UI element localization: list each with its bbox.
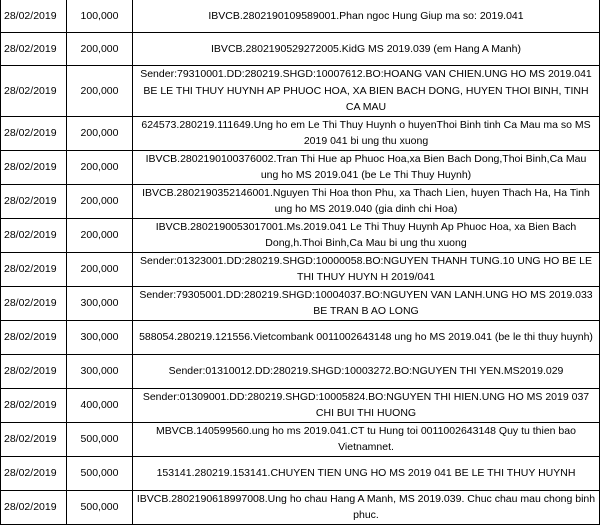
amount-cell: 200,000	[67, 116, 133, 150]
description-cell: IBVCB.2802190053017001.Ms.2019.041 Le Thi Thuy Huynh Ap Phuoc Hoa, xa Bien Bach Dong,h.Thoi Binh,Ca Mau bi ung thu xuong	[133, 218, 600, 252]
date-cell: 28/02/2019	[1, 286, 67, 320]
description-cell: MBVCB.140599560.ung ho ms 2019.041.CT tu Hung toi 0011002643148 Quy tu thien bao Vietnamnet.	[133, 422, 600, 456]
table-row	[1, 184, 600, 218]
amount-cell: 300,000	[67, 286, 133, 320]
amount-cell: 500,000	[67, 422, 133, 456]
amount-cell: 100,000	[67, 0, 133, 33]
date-cell: 28/02/2019	[1, 422, 67, 456]
table-row	[1, 320, 600, 354]
table-row	[1, 422, 600, 456]
table-body	[1, 0, 600, 524]
date-cell: 28/02/2019	[1, 354, 67, 388]
description-cell: Sender:79310001.DD:280219.SHGD:10007612.BO:HOANG VAN CHIEN.UNG HO MS 2019.041 BE LE THI THUY HUYNH AP PHUOC HOA, XA BIEN BACH DONG, HUYEN THOI BINH, TINH CA MAU	[133, 66, 600, 117]
table-row	[1, 354, 600, 388]
amount-cell: 200,000	[67, 184, 133, 218]
date-cell: 28/02/2019	[1, 490, 67, 524]
table-row	[1, 150, 600, 184]
table-row	[1, 33, 600, 66]
amount-cell: 500,000	[67, 456, 133, 490]
amount-cell: 300,000	[67, 320, 133, 354]
description-cell: Sender:01310012.DD:280219.SHGD:10003272.BO:NGUYEN THI YEN.MS2019.029	[133, 354, 600, 388]
description-cell: 153141.280219.153141.CHUYEN TIEN UNG HO MS 2019 041 BE LE THI THUY HUYNH	[133, 456, 600, 490]
table-row	[1, 66, 600, 117]
date-cell: 28/02/2019	[1, 320, 67, 354]
description-cell: IBVCB.2802190529272005.KidG MS 2019.039 (em Hang A Manh)	[133, 33, 600, 66]
table-row	[1, 218, 600, 252]
date-cell: 28/02/2019	[1, 388, 67, 422]
table-row	[1, 456, 600, 490]
description-cell: IBVCB.2802190618997008.Ung ho chau Hang A Manh, MS 2019.039. Chuc chau mau chong binh phuc.	[133, 490, 600, 524]
description-cell: 588054.280219.121556.Vietcombank 0011002643148 ung ho MS 2019.041 (be le thi thuy huynh)	[133, 320, 600, 354]
date-cell: 28/02/2019	[1, 252, 67, 286]
amount-cell: 300,000	[67, 354, 133, 388]
amount-cell: 200,000	[67, 150, 133, 184]
description-cell: IBVCB.2802190100376002.Tran Thi Hue ap Phuoc Hoa,xa Bien Bach Dong,Thoi Binh,Ca Mau ung ho MS 2019.041 (be Le Thi Thuy Huynh)	[133, 150, 600, 184]
date-cell: 28/02/2019	[1, 116, 67, 150]
description-cell: Sender:01309001.DD:280219.SHGD:10005824.BO:NGUYEN THI HIEN.UNG HO MS 2019 037 CHI BUI THI HUONG	[133, 388, 600, 422]
description-cell: IBVCB.2802190352146001.Nguyen Thi Hoa thon Phu, xa Thach Lien, huyen Thach Ha, Ha Tinh ung ho MS 2019.040 (gia dinh chi Hoa)	[133, 184, 600, 218]
table-row	[1, 0, 600, 33]
date-cell: 28/02/2019	[1, 218, 67, 252]
date-cell: 28/02/2019	[1, 0, 67, 33]
amount-cell: 200,000	[67, 33, 133, 66]
date-cell: 28/02/2019	[1, 184, 67, 218]
amount-cell: 200,000	[67, 218, 133, 252]
amount-cell: 200,000	[67, 252, 133, 286]
table-row	[1, 286, 600, 320]
description-cell: IBVCB.2802190109589001.Phan ngoc Hung Giup ma so: 2019.041	[133, 0, 600, 33]
date-cell: 28/02/2019	[1, 456, 67, 490]
amount-cell: 500,000	[67, 490, 133, 524]
table-row	[1, 388, 600, 422]
description-cell: Sender:79305001.DD:280219.SHGD:10004037.BO:NGUYEN VAN LANH.UNG HO MS 2019.033 BE TRAN B AO LONG	[133, 286, 600, 320]
date-cell: 28/02/2019	[1, 150, 67, 184]
amount-cell: 200,000	[67, 66, 133, 117]
amount-cell: 400,000	[67, 388, 133, 422]
date-cell: 28/02/2019	[1, 33, 67, 66]
date-cell: 28/02/2019	[1, 66, 67, 117]
table-row	[1, 116, 600, 150]
description-cell: Sender:01323001.DD:280219.SHGD:10000058.BO:NGUYEN THANH TUNG.10 UNG HO BE LE THI THUY HUYN H 2019/041	[133, 252, 600, 286]
table-row	[1, 490, 600, 524]
description-cell: 624573.280219.111649.Ung ho em Le Thi Thuy Huynh o huyenThoi Binh tinh Ca Mau ma so MS 2019 041 bi ung thu xuong	[133, 116, 600, 150]
table-row	[1, 252, 600, 286]
